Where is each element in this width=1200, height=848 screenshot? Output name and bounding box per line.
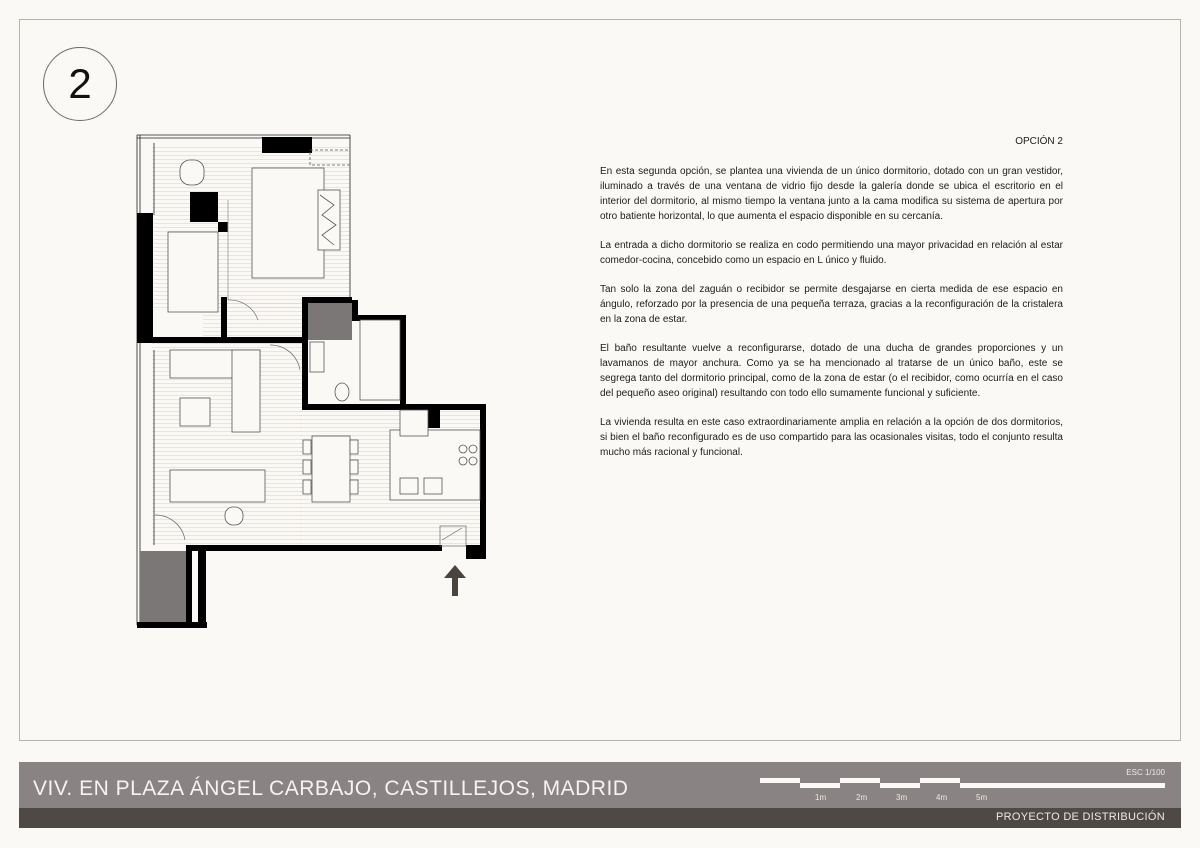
floor-plan bbox=[130, 128, 500, 628]
footer-label: PROYECTO DE DISTRIBUCIÓN bbox=[996, 811, 1165, 823]
option-number-badge bbox=[43, 47, 117, 121]
option-title: OPCIÓN 2 bbox=[1015, 136, 1063, 147]
scale-tick: 1m bbox=[815, 793, 827, 802]
entrance-arrow-icon bbox=[444, 565, 466, 596]
description-paragraph: El baño resultante vuelve a reconfigurarse, dotado de una ducha de grandes proporciones y un lavamanos de mayor anchura. Como ya se ha mencionado al tratarse de un único baño, este se segrega tanto del dormitorio principal, como de la zona de estar (o el recibidor, como ocurría en el caso del pequeño aseo original) resultando con todo ello sumamente funcional y suficiente. bbox=[600, 343, 1063, 399]
description-paragraph: La vivienda resulta en este caso extraordinariamente amplia en relación a la opción de dos dormitorios, si bien el baño reconfigurado es de uso compartido para las ocasionales visitas, todo el conjunto resulta mucho más racional y funcional. bbox=[600, 417, 1063, 458]
scale-label: ESC 1/100 bbox=[1126, 768, 1165, 777]
scale-tick: 4m bbox=[936, 793, 948, 802]
scale-tick: 2m bbox=[856, 793, 868, 802]
description-paragraph: En esta segunda opción, se plantea una vivienda de un único dormitorio, dotado con un gran vestidor, iluminado a través de una ventana de vidrio fijo desde la galería donde se ubica el escritorio en el interior del dormitorio, al mismo tiempo la ventana junto a la cama modifica su sistema de apertura por otro batiente horizontal, lo que aumenta el espacio disponible en su cercanía. bbox=[600, 166, 1063, 222]
description bbox=[600, 164, 1063, 474]
scale-tick: 3m bbox=[896, 793, 908, 802]
option-number: 2 bbox=[68, 60, 92, 107]
title-bar bbox=[19, 762, 1181, 808]
project-title: VIV. EN PLAZA ÁNGEL CARBAJO, CASTILLEJOS, MADRID bbox=[33, 777, 629, 800]
scale-bar bbox=[760, 776, 1170, 806]
description-paragraph: La entrada a dicho dormitorio se realiza en codo permitiendo una mayor privacidad en relación al estar comedor-cocina, concebido como un espacio en L único y fluido. bbox=[600, 240, 1063, 266]
footer-bar bbox=[19, 808, 1181, 828]
description-paragraph: Tan solo la zona del zaguán o recibidor se permite desgajarse en cierta medida de ese espacio en ángulo, reforzado por la presencia de una pequeña terraza, gracias a la reconfiguración de la cristalera en la zona de estar. bbox=[600, 284, 1063, 325]
scale-tick: 5m bbox=[976, 793, 988, 802]
